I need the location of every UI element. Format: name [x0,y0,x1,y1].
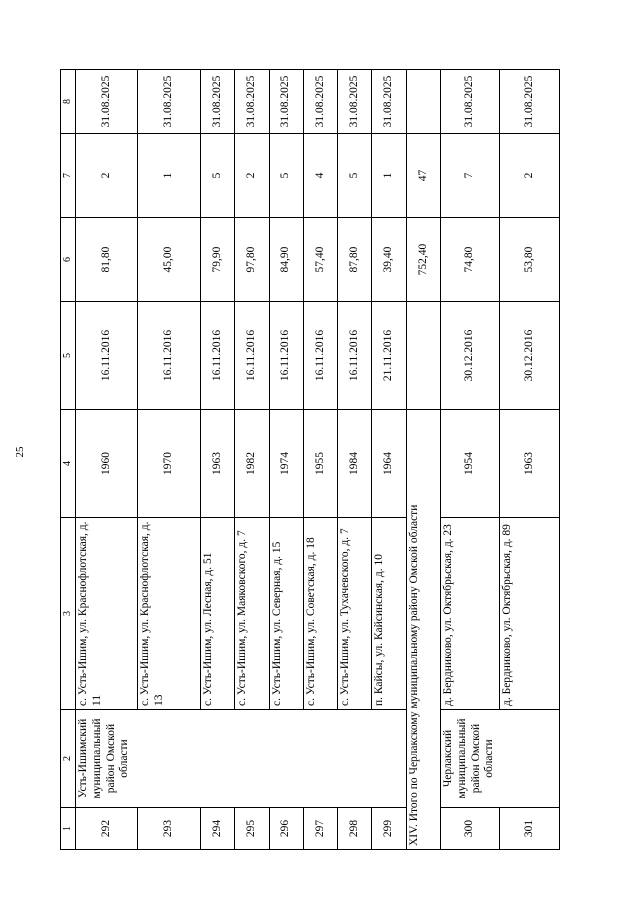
deadline: 31.08.2025 [372,70,406,134]
date: 16.11.2016 [338,302,372,410]
deadline: 31.08.2025 [303,70,337,134]
address: д. Бердниково, ул. Октябрьская, д. 89 [500,518,560,710]
date: 16.11.2016 [76,302,138,410]
rotated-table-container [60,70,560,850]
date: 16.11.2016 [138,302,200,410]
column-number-row [61,70,76,850]
address: с. Усть-Ишим, ул. Краснофлотская, д. 11 [76,518,138,710]
address: с. Усть-Ишим, ул. Советская, д. 18 [303,518,337,710]
residents: 4 [303,134,337,218]
column-number: 8 [61,70,76,134]
district-name: Черлакский муниципальный район Омской области [441,710,560,808]
total-area: 752,40 [406,218,440,302]
area: 87,80 [338,218,372,302]
column-number: 2 [61,710,76,808]
column-number: 3 [61,518,76,710]
address: с. Усть-Ишим, ул. Лесная, д. 51 [200,518,234,710]
row-number: 297 [303,808,337,850]
page-number: 25 [14,446,26,458]
row-number: 293 [138,808,200,850]
row-number: 292 [76,808,138,850]
row-number: 301 [500,808,560,850]
total-label: XIV. Итого по Черлакскому муниципальному району Омской области [406,410,440,850]
area: 97,80 [235,218,269,302]
deadline: 31.08.2025 [235,70,269,134]
date: 16.11.2016 [303,302,337,410]
residents: 2 [235,134,269,218]
residents: 2 [500,134,560,218]
deadline: 31.08.2025 [269,70,303,134]
deadline: 31.08.2025 [500,70,560,134]
district-name: Усть-Ишимский муниципальный район Омской области [76,710,407,808]
year: 1963 [500,410,560,518]
address: п. Кайсы, ул. Кайсинская, д. 10 [372,518,406,710]
residents: 5 [200,134,234,218]
table-row [441,70,500,850]
row-number: 300 [441,808,500,850]
residents: 1 [138,134,200,218]
residents: 1 [372,134,406,218]
date: 16.11.2016 [200,302,234,410]
date: 16.11.2016 [269,302,303,410]
area: 39,40 [372,218,406,302]
column-number: 7 [61,134,76,218]
row-number: 298 [338,808,372,850]
area: 79,90 [200,218,234,302]
area: 84,90 [269,218,303,302]
deadline: 31.08.2025 [338,70,372,134]
year: 1964 [372,410,406,518]
year: 1982 [235,410,269,518]
address: с. Усть-Ишим, ул. Маяковского, д. 7 [235,518,269,710]
deadline: 31.08.2025 [200,70,234,134]
total-deadline [406,70,440,134]
residents: 5 [338,134,372,218]
deadline: 31.08.2025 [138,70,200,134]
residents: 7 [441,134,500,218]
address: с. Усть-Ишим, ул. Северная, д. 15 [269,518,303,710]
deadline: 31.08.2025 [441,70,500,134]
year: 1960 [76,410,138,518]
total-residents: 47 [406,134,440,218]
date: 21.11.2016 [372,302,406,410]
area: 45,00 [138,218,200,302]
column-number: 4 [61,410,76,518]
year: 1974 [269,410,303,518]
residents: 5 [269,134,303,218]
address: д. Бердниково, ул. Октябрьская, д. 23 [441,518,500,710]
year: 1970 [138,410,200,518]
year: 1963 [200,410,234,518]
date: 16.11.2016 [235,302,269,410]
column-number: 1 [61,808,76,850]
residents: 2 [76,134,138,218]
address: с. Усть-Ишим, ул. Тухачевского, д. 7 [338,518,372,710]
area: 74,80 [441,218,500,302]
row-number: 296 [269,808,303,850]
date: 30.12.2016 [441,302,500,410]
date: 30.12.2016 [500,302,560,410]
total-date [406,302,440,410]
year: 1954 [441,410,500,518]
area: 81,80 [76,218,138,302]
area: 57,40 [303,218,337,302]
address: с. Усть-Ишим, ул. Краснофлотская, д. 13 [138,518,200,710]
row-number: 295 [235,808,269,850]
row-number: 294 [200,808,234,850]
column-number: 5 [61,302,76,410]
column-number: 6 [61,218,76,302]
housing-table [60,69,560,850]
table-row [76,70,138,850]
area: 53,80 [500,218,560,302]
deadline: 31.08.2025 [76,70,138,134]
row-number: 299 [372,808,406,850]
total-row [406,70,440,850]
year: 1955 [303,410,337,518]
year: 1984 [338,410,372,518]
